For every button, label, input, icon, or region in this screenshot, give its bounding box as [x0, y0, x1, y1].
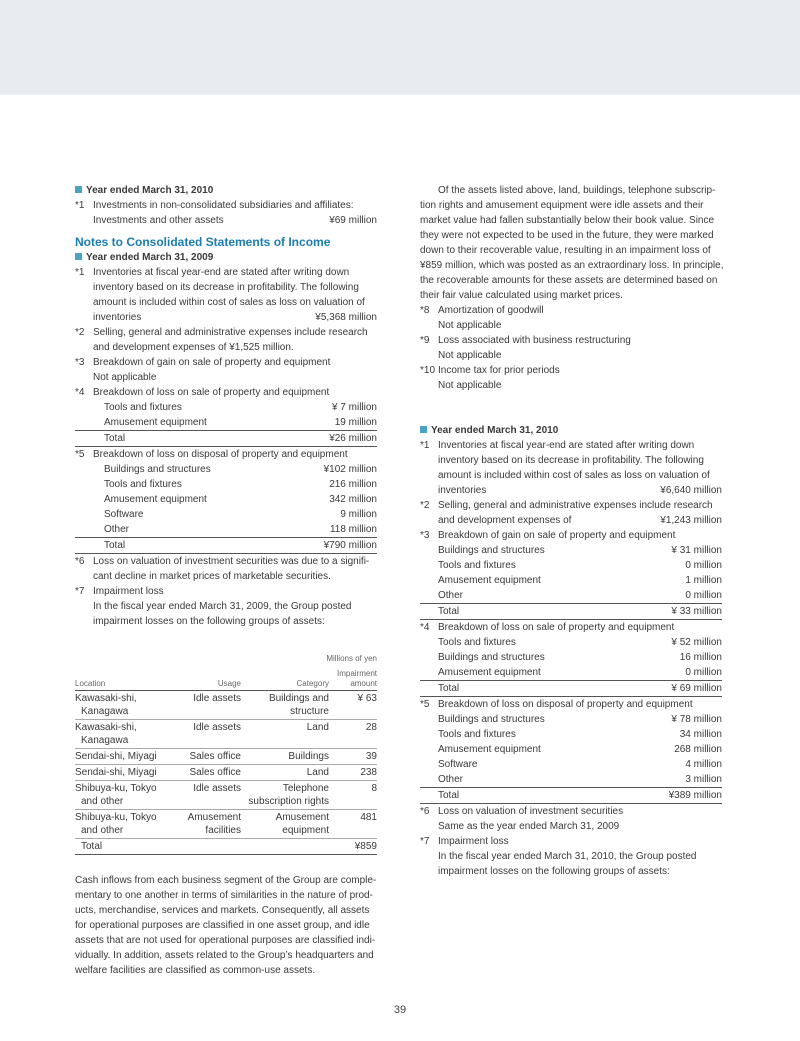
note-item: *4 Breakdown of loss on sale of property and equipment	[75, 387, 330, 398]
value-row: inventories ¥5,368 million	[93, 312, 377, 323]
note-line: inventory based on its decrease in profitability. The following	[93, 282, 359, 293]
value-row: Tools and fixtures 34 million	[438, 729, 722, 740]
cash-inflow-paragraph: Cash inflows from each business segment of the Group are comple- mentary to one another in terms of similarities in the nature of prod- ucts, merchandise, services and markets. Consequently, all assets for operational purposes are classified in one asset group, and idle assets that are not used for operational purposes are classified indi- vidually. In addition, assets related to the Group’s headquarters and welfare facilities are classified as common-use assets.	[75, 875, 377, 976]
value-row: Software 9 million	[104, 509, 377, 520]
value-row: Investments and other assets ¥69 million	[93, 215, 377, 226]
note-item: *7 Impairment loss	[420, 836, 509, 847]
note-line: inventory based on its decrease in profitability. The following	[438, 455, 704, 466]
note-line: Not applicable	[438, 380, 502, 391]
note-item: *1 Inventories at fiscal year-end are stated after writing down	[420, 440, 695, 451]
table-row: Sendai-shi, Miyagi Sales office Land 238	[75, 765, 377, 781]
value-row: Buildings and structures ¥102 million	[104, 464, 377, 475]
subhead-ye2010: Year ended March 31, 2010	[75, 183, 377, 198]
note-line: Not applicable	[438, 350, 502, 361]
page-number: 39	[393, 1004, 407, 1016]
value-row: inventories ¥6,640 million	[438, 485, 722, 496]
left-column	[75, 183, 377, 978]
note-item: *1 Investments in non-consolidated subsidiaries and affiliates:	[75, 200, 354, 211]
value-row: Amusement equipment 0 million	[438, 667, 722, 678]
note-line: In the fiscal year ended March 31, 2010, the Group posted	[438, 851, 697, 862]
note-item: *6 Loss on valuation of investment securities was due to a signifi-	[75, 556, 370, 567]
value-row: Tools and fixtures ¥ 52 million	[438, 637, 722, 648]
value-row: Amusement equipment 342 million	[104, 494, 377, 505]
table-row: Kawasaki-shi, Kanagawa Idle assets Buildings and structure ¥ 63	[75, 691, 377, 720]
col-header-location: Location	[75, 669, 175, 691]
value-row: Amusement equipment 268 million	[438, 744, 722, 755]
value-row: and development expenses of ¥1,243 million	[438, 515, 722, 526]
note-item: *8 Amortization of goodwill	[420, 305, 544, 316]
total-row: Total ¥ 33 million	[420, 603, 722, 620]
note-item: *6 Loss on valuation of investment securities	[420, 806, 624, 817]
note-item: *3 Breakdown of gain on sale of property and equipment	[75, 357, 331, 368]
table-total-row: Total ¥859	[75, 839, 377, 855]
value-row: Other 0 million	[438, 590, 722, 601]
note-line: impairment losses on the following groups of assets:	[93, 616, 325, 627]
total-row: Total ¥ 69 million	[420, 680, 722, 697]
square-bullet-icon	[75, 253, 82, 260]
value-row: Tools and fixtures 216 million	[104, 479, 377, 490]
value-row: Buildings and structures 16 million	[438, 652, 722, 663]
note-line: cant decline in market prices of marketable securities.	[93, 571, 331, 582]
subhead-ye2010-right: Year ended March 31, 2010	[420, 423, 722, 438]
note-line: amount is included within cost of sales as loss on valuation of	[438, 470, 710, 481]
note-item: *3 Breakdown of gain on sale of property and equipment	[420, 530, 676, 541]
note-line: impairment losses on the following groups of assets:	[438, 866, 670, 877]
section-title: Notes to Consolidated Statements of Income	[75, 235, 331, 249]
table-unit: Millions of yen	[326, 654, 377, 663]
right-column	[420, 183, 722, 879]
impairment-table	[75, 652, 377, 855]
note-item: *2 Selling, general and administrative expenses include research	[420, 500, 713, 511]
note-item: *5 Breakdown of loss on disposal of property and equipment	[75, 449, 348, 460]
note-item: *9 Loss associated with business restructuring	[420, 335, 631, 346]
value-row: Buildings and structures ¥ 78 million	[438, 714, 722, 725]
subhead-ye2009: Year ended March 31, 2009	[75, 250, 377, 265]
value-row: Other 3 million	[438, 774, 722, 785]
note-item: *4 Breakdown of loss on sale of property and equipment	[420, 622, 675, 633]
note-item: *2 Selling, general and administrative expenses include research	[75, 327, 368, 338]
note-line: In the fiscal year ended March 31, 2009, the Group posted	[93, 601, 352, 612]
square-bullet-icon	[75, 186, 82, 193]
note-item: *1 Inventories at fiscal year-end are stated after writing down	[75, 267, 350, 278]
note-line: Not applicable	[438, 320, 502, 331]
table-row: Sendai-shi, Miyagi Sales office Buildings 39	[75, 749, 377, 765]
note-item: *7 Impairment loss	[75, 586, 164, 597]
total-row: Total ¥26 million	[75, 430, 377, 447]
col-header-amount: Impairment amount	[329, 669, 377, 691]
total-row: Total ¥790 million	[75, 537, 377, 554]
col-header-usage: Usage	[175, 669, 241, 691]
note-item: *10 Income tax for prior periods	[420, 365, 560, 376]
note-line: and development expenses of ¥1,525 million.	[93, 342, 294, 353]
table-row: Shibuya-ku, Tokyo and other Idle assets Telephone subscription rights 8	[75, 781, 377, 810]
value-row: Software 4 million	[438, 759, 722, 770]
table-row: Shibuya-ku, Tokyo and other Amusement facilities Amusement equipment 481	[75, 810, 377, 839]
value-row: Other 118 million	[104, 524, 377, 535]
value-row: Buildings and structures ¥ 31 million	[438, 545, 722, 556]
note-item: *5 Breakdown of loss on disposal of property and equipment	[420, 699, 693, 710]
value-row: Tools and fixtures 0 million	[438, 560, 722, 571]
square-bullet-icon	[420, 426, 427, 433]
header-band	[0, 0, 800, 95]
note-line: amount is included within cost of sales as loss on valuation of	[93, 297, 365, 308]
value-row: Amusement equipment 19 million	[104, 417, 377, 428]
value-row: Amusement equipment 1 million	[438, 575, 722, 586]
table-row: Kawasaki-shi, Kanagawa Idle assets Land 28	[75, 720, 377, 749]
impairment-explanation: Of the assets listed above, land, buildings, telephone subscrip- tion rights and amusement equipment were idle assets and their market value had fallen substantially below their book value. Since they were not expected to be used in the future, they were marked down to their recoverable value, resulting in an impairment loss of ¥859 million, which was posted as an extraordinary loss. In principle, the recoverable amounts for these assets are determined based on their fair value calculated using market prices.	[420, 185, 724, 301]
note-line: Not applicable	[93, 372, 157, 383]
total-row: Total ¥389 million	[420, 787, 722, 804]
col-header-category: Category	[241, 669, 329, 691]
value-row: Tools and fixtures ¥ 7 million	[104, 402, 377, 413]
note-line: Same as the year ended March 31, 2009	[438, 821, 620, 832]
